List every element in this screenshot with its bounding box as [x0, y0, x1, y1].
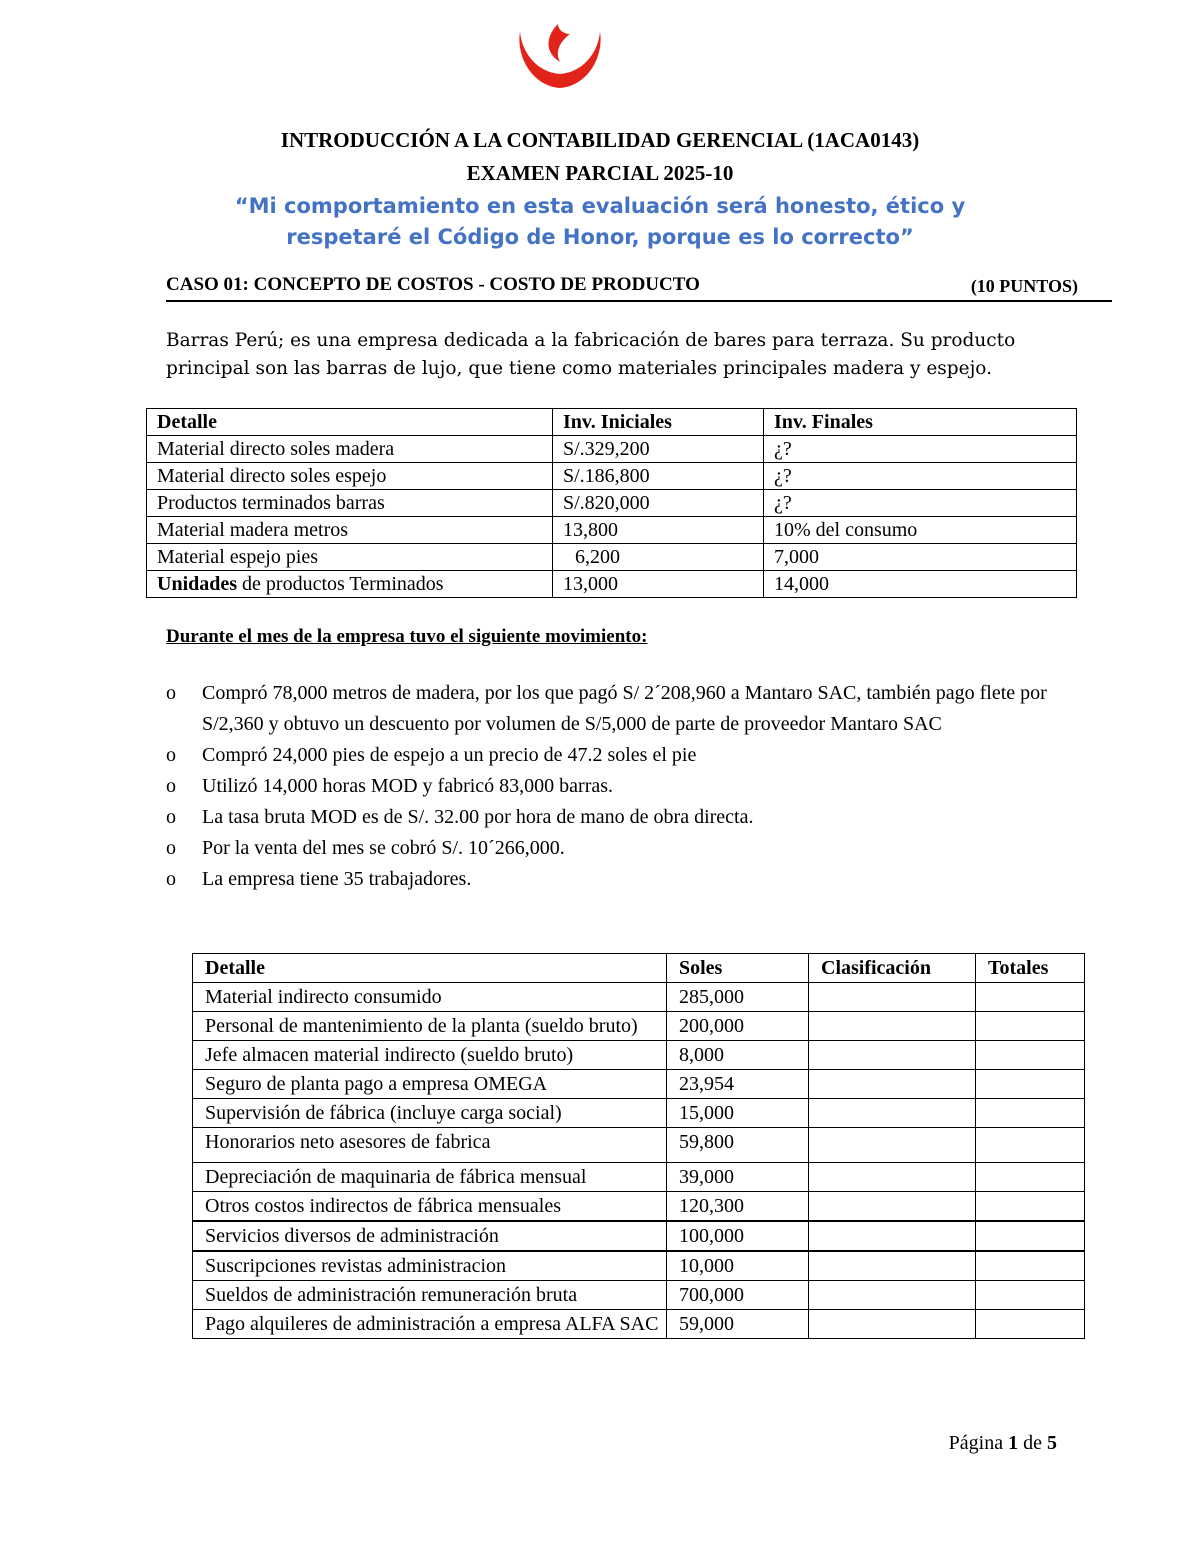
- soles-cell: 59,000: [667, 1310, 809, 1339]
- table-row: [147, 517, 1077, 544]
- page-label: Página: [948, 1432, 1004, 1454]
- movements-list: [166, 678, 1066, 895]
- clasificacion-cell[interactable]: [809, 1221, 976, 1251]
- totales-cell[interactable]: [976, 1099, 1085, 1128]
- detalle-cell: Personal de mantenimiento de la planta (sueldo bruto): [193, 1012, 667, 1041]
- soles-cell: 8,000: [667, 1041, 809, 1070]
- exam-course-title: INTRODUCCIÓN A LA CONTABILIDAD GERENCIAL (1ACA0143): [280, 128, 920, 152]
- table-row: [193, 1099, 1085, 1128]
- table-row: [193, 1221, 1085, 1251]
- detalle-bold-text: Unidades: [157, 573, 238, 595]
- inicial-cell: 6,200: [553, 544, 764, 571]
- list-item: [166, 833, 1066, 864]
- bullet-icon: o: [166, 682, 176, 704]
- table-row: [193, 1012, 1085, 1041]
- list-item: [166, 740, 1066, 771]
- table-row: [193, 1192, 1085, 1222]
- soles-cell: 59,800: [667, 1128, 809, 1163]
- page-total: 5: [1047, 1432, 1057, 1454]
- upc-logo-icon: [512, 22, 608, 94]
- final-cell: ¿?: [764, 463, 1077, 490]
- detalle-cell: Otros costos indirectos de fábrica mensuales: [193, 1192, 667, 1222]
- list-item-text: Compró 78,000 metros de madera, por los que pagó S/ 2´208,960 a Mantaro SAC, también pago flete por S/2,360 y obtuvo un descuento por volumen de S/5,000 de parte de proveedor Mantaro SAC: [202, 682, 1047, 735]
- table-row: [147, 463, 1077, 490]
- inicial-cell: 13,800: [553, 517, 764, 544]
- table-row: [193, 1070, 1085, 1099]
- table-row: [193, 1041, 1085, 1070]
- column-header: Soles: [667, 954, 809, 983]
- totales-cell[interactable]: [976, 1221, 1085, 1251]
- clasificacion-cell[interactable]: [809, 1099, 976, 1128]
- table-row: [193, 1128, 1085, 1163]
- detalle-cell: Material espejo pies: [147, 544, 553, 571]
- bullet-icon: o: [166, 806, 176, 828]
- bullet-icon: o: [166, 868, 176, 890]
- clasificacion-cell[interactable]: [809, 1310, 976, 1339]
- soles-cell: 700,000: [667, 1281, 809, 1310]
- column-header: Clasificación: [809, 954, 976, 983]
- final-cell: ¿?: [764, 490, 1077, 517]
- clasificacion-cell[interactable]: [809, 1012, 976, 1041]
- detalle-cell: Material indirecto consumido: [193, 983, 667, 1012]
- list-item: [166, 864, 1066, 895]
- case-title: CASO 01: CONCEPTO DE COSTOS - COSTO DE PRODUCTO: [166, 274, 700, 295]
- totales-cell[interactable]: [976, 1251, 1085, 1281]
- list-item-text: Por la venta del mes se cobró S/. 10´266,000.: [202, 837, 565, 859]
- totales-cell[interactable]: [976, 1041, 1085, 1070]
- clasificacion-cell[interactable]: [809, 1192, 976, 1222]
- page-current: 1: [1008, 1432, 1019, 1454]
- detalle-cell: Productos terminados barras: [147, 490, 553, 517]
- table-row: [147, 544, 1077, 571]
- honor-quote-line1: “Mi comportamiento en esta evaluación será honesto, ético y: [234, 194, 966, 218]
- clasificacion-cell[interactable]: [809, 1251, 976, 1281]
- table-header-row: [193, 954, 1085, 983]
- detalle-cell: Material directo soles espejo: [147, 463, 553, 490]
- movements-heading: Durante el mes de la empresa tuvo el siguiente movimiento:: [166, 626, 648, 647]
- detalle-cell: Material directo soles madera: [147, 436, 553, 463]
- list-item: [166, 678, 1066, 740]
- final-cell: 7,000: [764, 544, 1077, 571]
- detalle-cell: Depreciación de maquinaria de fábrica mensual: [193, 1163, 667, 1192]
- totales-cell[interactable]: [976, 1281, 1085, 1310]
- totales-cell[interactable]: [976, 1192, 1085, 1222]
- detalle-cell: [147, 571, 553, 598]
- costs-table: [192, 953, 1085, 1339]
- bullet-icon: o: [166, 837, 176, 859]
- list-item: [166, 802, 1066, 833]
- case-intro-line1: Barras Perú; es una empresa dedicada a la fabricación de bares para terraza. Su producto: [166, 330, 1016, 351]
- table-row: [147, 436, 1077, 463]
- list-item-text: La tasa bruta MOD es de S/. 32.00 por hora de mano de obra directa.: [202, 806, 754, 828]
- bullet-icon: o: [166, 775, 176, 797]
- inicial-cell: 13,000: [553, 571, 764, 598]
- soles-cell: 200,000: [667, 1012, 809, 1041]
- column-header: Detalle: [193, 954, 667, 983]
- totales-cell[interactable]: [976, 1163, 1085, 1192]
- list-item: [166, 771, 1066, 802]
- totales-cell[interactable]: [976, 1012, 1085, 1041]
- soles-cell: 10,000: [667, 1251, 809, 1281]
- soles-cell: 39,000: [667, 1163, 809, 1192]
- clasificacion-cell[interactable]: [809, 1163, 976, 1192]
- detalle-cell: Seguro de planta pago a empresa OMEGA: [193, 1070, 667, 1099]
- inventory-table: [146, 408, 1077, 598]
- table-row: [193, 1163, 1085, 1192]
- column-header: Totales: [976, 954, 1085, 983]
- honor-quote-line2: respetaré el Código de Honor, porque es lo correcto”: [286, 225, 914, 249]
- detalle-cell: Supervisión de fábrica (incluye carga social): [193, 1099, 667, 1128]
- inicial-cell: S/.820,000: [553, 490, 764, 517]
- detalle-cell: Material madera metros: [147, 517, 553, 544]
- soles-cell: 15,000: [667, 1099, 809, 1128]
- detalle-cell: Suscripciones revistas administracion: [193, 1251, 667, 1281]
- detalle-cell: Servicios diversos de administración: [193, 1221, 667, 1251]
- soles-cell: 120,300: [667, 1192, 809, 1222]
- list-item-text: Compró 24,000 pies de espejo a un precio de 47.2 soles el pie: [202, 744, 697, 766]
- totales-cell[interactable]: [976, 1070, 1085, 1099]
- clasificacion-cell[interactable]: [809, 1128, 976, 1163]
- detalle-cell: Sueldos de administración remuneración bruta: [193, 1281, 667, 1310]
- case-heading: [166, 274, 1112, 302]
- detalle-cell: Honorarios neto asesores de fabrica: [193, 1128, 667, 1163]
- case-points: (10 PUNTOS): [970, 276, 1078, 296]
- final-cell: 10% del consumo: [764, 517, 1077, 544]
- table-header-row: [147, 409, 1077, 436]
- soles-cell: 23,954: [667, 1070, 809, 1099]
- table-row: [147, 490, 1077, 517]
- case-intro: [166, 327, 1046, 383]
- detalle-cell: Pago alquileres de administración a empresa ALFA SAC: [193, 1310, 667, 1339]
- table-row: [193, 1310, 1085, 1339]
- soles-cell: 100,000: [667, 1221, 809, 1251]
- page-number: [949, 1432, 1057, 1455]
- case-intro-line2: principal son las barras de lujo, que tiene como materiales principales madera y espejo.: [166, 358, 993, 379]
- detalle-text: de productos Terminados: [237, 573, 444, 595]
- bullet-icon: o: [166, 744, 176, 766]
- column-header: Detalle: [147, 409, 553, 436]
- totales-cell[interactable]: [976, 1128, 1085, 1163]
- table-row: [147, 571, 1077, 598]
- soles-cell: 285,000: [667, 983, 809, 1012]
- table-row: [193, 1251, 1085, 1281]
- final-cell: 14,000: [764, 571, 1077, 598]
- column-header: Inv. Iniciales: [553, 409, 764, 436]
- table-row: [193, 1281, 1085, 1310]
- final-cell: ¿?: [764, 436, 1077, 463]
- clasificacion-cell[interactable]: [809, 1070, 976, 1099]
- clasificacion-cell[interactable]: [809, 1281, 976, 1310]
- column-header: Inv. Finales: [764, 409, 1077, 436]
- of-label: de: [1023, 1432, 1042, 1454]
- totales-cell[interactable]: [976, 983, 1085, 1012]
- inicial-cell: S/.329,200: [553, 436, 764, 463]
- clasificacion-cell[interactable]: [809, 983, 976, 1012]
- exam-subtitle: EXAMEN PARCIAL 2025-10: [466, 161, 734, 185]
- detalle-cell: Jefe almacen material indirecto (sueldo bruto): [193, 1041, 667, 1070]
- list-item-text: Utilizó 14,000 horas MOD y fabricó 83,000 barras.: [202, 775, 614, 797]
- inicial-cell: S/.186,800: [553, 463, 764, 490]
- clasificacion-cell[interactable]: [809, 1041, 976, 1070]
- totales-cell[interactable]: [976, 1310, 1085, 1339]
- table-row: [193, 983, 1085, 1012]
- list-item-text: La empresa tiene 35 trabajadores.: [202, 868, 472, 890]
